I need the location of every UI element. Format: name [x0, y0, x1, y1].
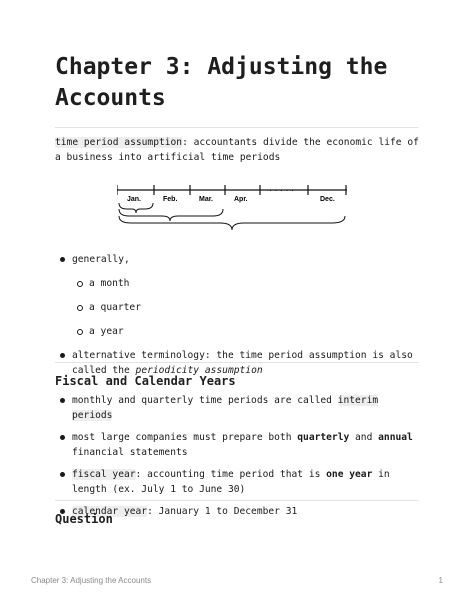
year-brace [119, 216, 345, 230]
italic-term: periodicity assumption [135, 365, 263, 376]
list-item-text: most large companies must prepare both [72, 432, 298, 443]
page-number: 1 [438, 576, 443, 585]
list-item-text: in length (ex. July 1 to June 30) [72, 469, 390, 495]
term-highlight: calendar year [72, 506, 148, 517]
bold-text: annual [378, 432, 413, 443]
page-footer [31, 576, 443, 585]
sub-list-item [72, 276, 419, 291]
sub-list [72, 276, 419, 339]
list-item-text: and [349, 432, 379, 443]
list-item-text: monthly and quarterly time periods are called [72, 395, 338, 406]
timeline-label: Feb. [163, 196, 178, 203]
assumption-list [55, 252, 419, 385]
sub-list-text: a year [89, 326, 124, 337]
intro-paragraph [55, 135, 419, 165]
sub-list-text: a quarter [89, 302, 141, 313]
list-item [55, 393, 419, 423]
list-item-text: generally, [72, 254, 130, 265]
bullet-icon [60, 398, 65, 403]
sub-list-text: a month [89, 278, 130, 289]
fiscal-list [55, 393, 419, 526]
list-item-text: : accounting time period that is [135, 469, 327, 480]
term-highlight: interim periods [72, 395, 379, 421]
circle-bullet-icon [77, 329, 83, 335]
bullet-icon [60, 472, 65, 477]
circle-bullet-icon [77, 305, 83, 311]
list-item-text: alternative terminology: the time period assumption is also called the [72, 350, 413, 376]
timeline-ellipsis: · · · · · [269, 185, 294, 195]
timeline-label: Apr. [234, 196, 248, 203]
page-title: Chapter 3: Adjusting the Accounts [55, 54, 388, 111]
circle-bullet-icon [77, 281, 83, 287]
bullet-icon [60, 257, 65, 262]
footer-title: Chapter 3: Adjusting the Accounts [31, 576, 152, 585]
timeline-label: Mar. [199, 196, 214, 203]
divider [55, 500, 419, 501]
list-item [55, 252, 419, 339]
divider [55, 362, 419, 363]
timeline-diagram [117, 185, 349, 235]
list-item-text: : January 1 to December 31 [147, 506, 298, 517]
list-item-text: financial statements [72, 447, 188, 458]
sub-list-item [72, 300, 419, 315]
month-brace [119, 203, 153, 213]
section-heading: Fiscal and Calendar Years [55, 374, 236, 388]
term-highlight: time period assumption [55, 137, 183, 148]
bold-text: one year [326, 469, 373, 480]
quarter-brace [119, 209, 223, 221]
divider [55, 127, 419, 128]
term-highlight: fiscal year [72, 469, 136, 480]
timeline-label: Dec. [320, 196, 335, 203]
bullet-icon [60, 435, 65, 440]
list-item [55, 430, 419, 460]
timeline-label: Jan. [127, 196, 142, 203]
bullet-icon [60, 353, 65, 358]
list-item [55, 467, 419, 497]
bold-text: quarterly [297, 432, 350, 443]
intro-definition: : accountants divide the economic life of a business into artificial time periods [55, 137, 419, 163]
sub-list-item [72, 324, 419, 339]
section-heading: Question [55, 512, 113, 526]
